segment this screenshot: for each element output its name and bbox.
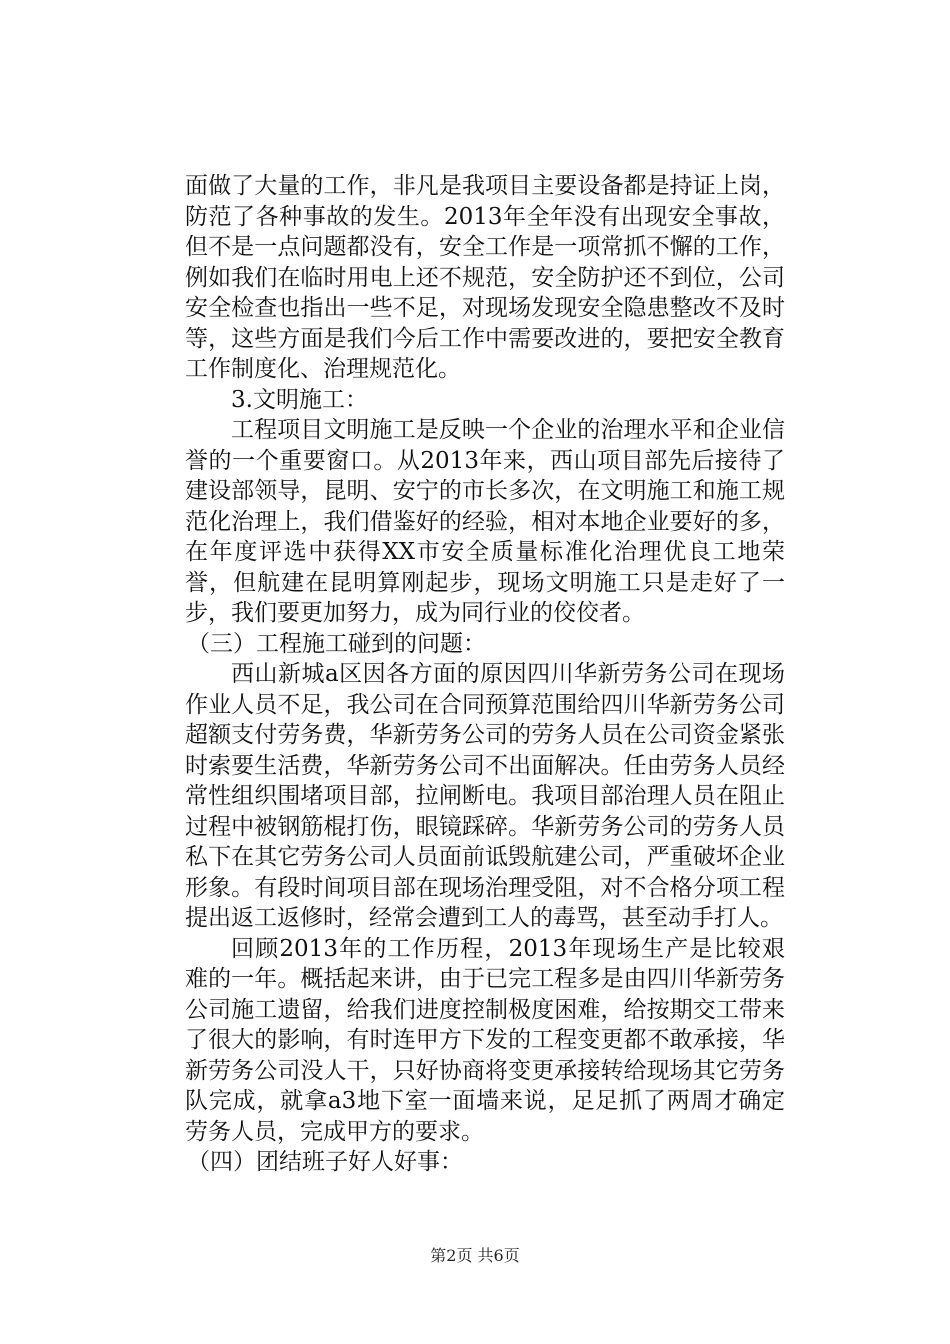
heading-civilized-construction: 3.文明施工：: [231, 386, 368, 413]
page-footer: 第2页 共6页: [430, 1246, 520, 1265]
paragraph-civilized-construction: 工程项目文明施工是反映一个企业的治理水平和企业信誉的一个重要窗口。从2013年来，西山项目部先后接待了建设部领导，昆明、安宁的市长多次，在文明施工和施工规范化治理上，我们借鉴好的经验，相对本地企业要好的多，在年度评选中获得XX市安全质量标准化治理优良工地荣誉，但航建在昆明算刚起步，现场文明施工只是走好了一步，我们要更加努力，成为同行业的佼佼者。: [185, 417, 785, 626]
heading-team-good-deeds: （四）团结班子好人好事：: [187, 1149, 463, 1175]
paragraph-construction-problems: 西山新城a区因各方面的原因四川华新劳务公司在现场作业人员不足，我公司在合同预算范围给四川华新劳务公司超额支付劳务费，华新劳务公司的劳务人员在公司资金紧张时索要生活费，华新劳务公司不出面解决。任由劳务人员经常性组织围堵项目部，拉闸断电。我项目部治理人员在阻止过程中被钢筋棍打伤，眼镜踩碎。华新劳务公司的劳务人员私下在其它劳务公司人员面前诋毁航建公司，严重破坏企业形象。有段时间项目部在现场治理受阻，对不合格分项工程提出返工返修时，经常会遭到工人的毒骂，甚至动手打人。: [185, 661, 785, 931]
paragraph-review-2013: 回顾2013年的工作历程，2013年现场生产是比较艰难的一年。概括起来讲，由于已完工程多是由四川华新劳务公司施工遗留，给我们进度控制极度困难，给按期交工带来了很大的影响，有时连甲方下发的工程变更都不敢承接，华新劳务公司没人干，只好协商将变更承接转给现场其它劳务队完成，就拿a3地下室一面墙来说，足足抓了两周才确定劳务人员，完成甲方的要求。: [185, 935, 785, 1145]
document-body: [185, 171, 785, 1178]
paragraph-safety-continued: 面做了大量的工作，非凡是我项目主要设备都是持证上岗，防范了各种事故的发生。2013年全年没有出现安全事故，但不是一点问题都没有，安全工作是一项常抓不懈的工作，例如我们在临时用电上还不规范，安全防护还不到位，公司安全检查也指出一些不足，对现场发现安全隐患整改不及时等，这些方面是我们今后工作中需要改进的，要把安全教育工作制度化、治理规范化。: [185, 173, 785, 382]
heading-construction-problems: （三）工程施工碰到的问题：: [187, 630, 486, 657]
